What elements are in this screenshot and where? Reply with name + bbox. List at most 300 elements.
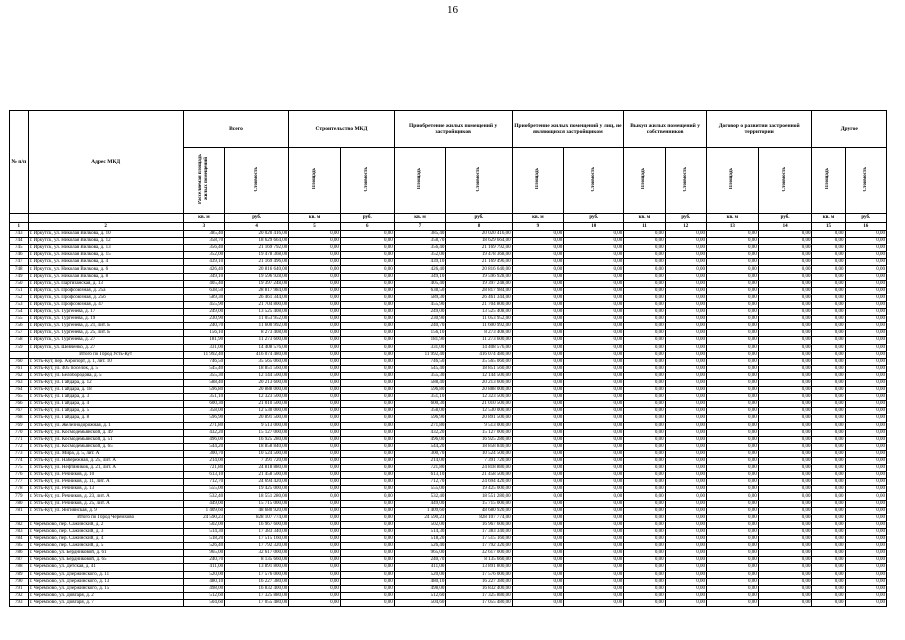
table-row bbox=[10, 309, 887, 316]
value-cell: 0,00 bbox=[758, 592, 812, 599]
header-group: Приобретение жилых помещений у застройщиков bbox=[394, 111, 512, 148]
address-cell: г. Усть-Кут, пер. Аэропорт, д. 1, лит. 10 bbox=[28, 358, 183, 365]
value-cell: 18 551 280,00 bbox=[225, 493, 289, 500]
table-row bbox=[10, 330, 887, 337]
row-number: 749 bbox=[10, 273, 29, 280]
subheader-label: Стоимость bbox=[475, 166, 481, 192]
row-number: 791 bbox=[10, 585, 29, 592]
value-cell: 0,00 bbox=[706, 493, 758, 500]
value-cell: 0,00 bbox=[340, 301, 394, 308]
value-cell: 0,00 bbox=[624, 351, 665, 358]
address-cell: г. Усть-Кут, ул. Космодемьянской, д. 65 bbox=[28, 443, 183, 450]
value-cell: 0,00 bbox=[512, 344, 564, 351]
value-cell: 589,30 bbox=[183, 294, 224, 301]
value-cell: 0,00 bbox=[512, 301, 564, 308]
address-cell: г. Черемхово, пер. Сажинский, д. 2 bbox=[28, 521, 183, 528]
row-number: 785 bbox=[10, 543, 29, 550]
value-cell: 0,00 bbox=[845, 280, 886, 287]
value-cell: 0,00 bbox=[289, 301, 341, 308]
address-cell: г. Усть-Кут, ул. Речников, д. 11, лит. А bbox=[28, 479, 183, 486]
value-cell: 0,00 bbox=[845, 358, 886, 365]
table-row bbox=[10, 344, 887, 351]
value-cell: 0,00 bbox=[512, 365, 564, 372]
header-address: Адрес МКД bbox=[28, 111, 183, 214]
value-cell: 0,00 bbox=[758, 436, 812, 443]
value-cell: 555,00 bbox=[183, 486, 224, 493]
subheader-label: Стоимость bbox=[364, 166, 370, 192]
address-cell: г. Иркутск, ул. Николая Вилкова, д. 12 bbox=[28, 238, 183, 245]
value-cell: 0,00 bbox=[665, 429, 706, 436]
subheader bbox=[758, 148, 812, 214]
value-cell: 416 074 480,00 bbox=[225, 351, 289, 358]
value-cell: 0,00 bbox=[812, 323, 845, 330]
value-cell: 0,00 bbox=[564, 287, 624, 294]
value-cell: 358,00 bbox=[183, 408, 224, 415]
value-cell: 0,00 bbox=[812, 231, 845, 238]
value-cell: 0,00 bbox=[812, 309, 845, 316]
value-cell: 0,00 bbox=[340, 436, 394, 443]
address-cell: г. Иркутск, ул. Тургенева, д. 17 bbox=[28, 309, 183, 316]
value-cell: 0,00 bbox=[289, 337, 341, 344]
value-cell: 0,00 bbox=[706, 351, 758, 358]
value-cell: 0,00 bbox=[289, 599, 341, 606]
value-cell: 0,00 bbox=[845, 415, 886, 422]
value-cell: 24 590,23 bbox=[394, 514, 446, 521]
value-cell: 0,00 bbox=[845, 450, 886, 457]
value-cell: 0,00 bbox=[564, 401, 624, 408]
value-cell: 0,00 bbox=[845, 351, 886, 358]
value-cell: 385,40 bbox=[183, 231, 224, 238]
value-cell: 8 135 660,00 bbox=[446, 557, 512, 564]
value-cell: 0,00 bbox=[512, 450, 564, 457]
value-cell: 0,00 bbox=[340, 486, 394, 493]
value-cell: 0,00 bbox=[564, 557, 624, 564]
value-cell: 0,00 bbox=[758, 450, 812, 457]
value-cell: 0,00 bbox=[564, 507, 624, 514]
value-cell: 0,00 bbox=[289, 273, 341, 280]
value-cell: 0,00 bbox=[665, 500, 706, 507]
address-cell: г. Иркутск, ул. Профсоюзная, д. 25б bbox=[28, 294, 183, 301]
value-cell: 0,00 bbox=[564, 351, 624, 358]
value-cell: 520,00 bbox=[394, 571, 446, 578]
row-number: 779 bbox=[10, 493, 29, 500]
value-cell: 0,00 bbox=[564, 564, 624, 571]
address-cell: г. Иркутск, ул. Тургенева, д. 19 bbox=[28, 316, 183, 323]
value-cell: 0,00 bbox=[706, 323, 758, 330]
row-number: 764 bbox=[10, 387, 29, 394]
value-cell: 638,50 bbox=[183, 287, 224, 294]
value-cell: 0,00 bbox=[845, 436, 886, 443]
value-cell: 965,00 bbox=[183, 550, 224, 557]
value-cell: 0,00 bbox=[758, 372, 812, 379]
address-cell: г. Усть-Кут, ул. Речников, д. 13 bbox=[28, 486, 183, 493]
value-cell: 0,00 bbox=[758, 521, 812, 528]
value-cell: 0,00 bbox=[624, 231, 665, 238]
value-cell: 0,00 bbox=[665, 309, 706, 316]
value-cell: 0,00 bbox=[812, 514, 845, 521]
value-cell: 0,00 bbox=[512, 337, 564, 344]
value-cell: 0,00 bbox=[812, 429, 845, 436]
value-cell: 0,00 bbox=[512, 578, 564, 585]
value-cell: 0,00 bbox=[564, 493, 624, 500]
value-cell: 0,00 bbox=[564, 465, 624, 472]
value-cell: 0,00 bbox=[624, 387, 665, 394]
value-cell: 156,10 bbox=[394, 330, 446, 337]
address-cell: г. Усть-Кут, ул. Речников, д. 23, лит. А bbox=[28, 493, 183, 500]
value-cell: 0,00 bbox=[706, 585, 758, 592]
value-cell: 0,00 bbox=[665, 266, 706, 273]
value-cell: 0,00 bbox=[289, 543, 341, 550]
value-cell: 0,00 bbox=[289, 514, 341, 521]
address-cell: г. Черемхово, ул. Бердниковой, д. 61 bbox=[28, 550, 183, 557]
value-cell: 0,00 bbox=[845, 500, 886, 507]
value-cell: 0,00 bbox=[564, 259, 624, 266]
value-cell: 0,00 bbox=[564, 443, 624, 450]
value-cell: 0,00 bbox=[845, 401, 886, 408]
unit-label: кв. м bbox=[512, 214, 564, 223]
value-cell: 0,00 bbox=[289, 422, 341, 429]
row-number: 792 bbox=[10, 592, 29, 599]
table-row bbox=[10, 259, 887, 266]
value-cell: 0,00 bbox=[289, 486, 341, 493]
value-cell: 0,00 bbox=[706, 280, 758, 287]
value-cell: 0,00 bbox=[512, 599, 564, 606]
value-cell: 0,00 bbox=[564, 592, 624, 599]
row-number: 754 bbox=[10, 309, 29, 316]
value-cell: 0,00 bbox=[758, 401, 812, 408]
value-cell: 19 425 000,00 bbox=[446, 486, 512, 493]
value-cell: 0,00 bbox=[340, 415, 394, 422]
unit-label: руб. bbox=[340, 214, 394, 223]
table-row bbox=[10, 500, 887, 507]
value-cell: 0,00 bbox=[289, 507, 341, 514]
value-cell: 0,00 bbox=[564, 571, 624, 578]
value-cell: 512,60 bbox=[394, 592, 446, 599]
value-cell: 0,00 bbox=[624, 337, 665, 344]
column-number: 2 bbox=[28, 223, 183, 231]
value-cell: 0,00 bbox=[665, 472, 706, 479]
value-cell: 439,10 bbox=[183, 259, 224, 266]
value-cell: 0,00 bbox=[289, 450, 341, 457]
subheader bbox=[225, 148, 289, 214]
value-cell: 502,00 bbox=[394, 521, 446, 528]
subheader-label: Стоимость bbox=[253, 166, 259, 192]
value-cell: 0,00 bbox=[665, 323, 706, 330]
value-cell: 0,00 bbox=[289, 287, 341, 294]
address-cell: г. Усть-Кут, ул. Гайдара, д. 12 bbox=[28, 379, 183, 386]
value-cell: 0,00 bbox=[758, 571, 812, 578]
value-cell: 156,10 bbox=[183, 330, 224, 337]
value-cell: 0,00 bbox=[624, 486, 665, 493]
value-cell: 0,00 bbox=[512, 564, 564, 571]
value-cell: 0,00 bbox=[564, 372, 624, 379]
value-cell: 0,00 bbox=[758, 245, 812, 252]
address-cell: г. Усть-Кут, ул. Космодемьянской, д. 51 bbox=[28, 436, 183, 443]
value-cell: 0,00 bbox=[706, 301, 758, 308]
value-cell: 0,00 bbox=[512, 280, 564, 287]
value-cell: 0,00 bbox=[564, 514, 624, 521]
value-cell: 0,00 bbox=[812, 266, 845, 273]
value-cell: 355,30 bbox=[394, 372, 446, 379]
table-row bbox=[10, 280, 887, 287]
value-cell: 555,00 bbox=[394, 486, 446, 493]
value-cell: 0,00 bbox=[845, 429, 886, 436]
value-cell: 480,10 bbox=[183, 578, 224, 585]
value-cell: 16 925 280,00 bbox=[225, 436, 289, 443]
value-cell: 0,00 bbox=[512, 266, 564, 273]
row-number: 746 bbox=[10, 252, 29, 259]
value-cell: 0,00 bbox=[812, 401, 845, 408]
value-cell: 0,00 bbox=[812, 443, 845, 450]
value-cell: 0,00 bbox=[758, 358, 812, 365]
row-number: 780 bbox=[10, 500, 29, 507]
value-cell: 0,00 bbox=[845, 507, 886, 514]
address-cell: г. Иркутск, ул. Шевченко, д. 27 bbox=[28, 344, 183, 351]
row-number: 787 bbox=[10, 557, 29, 564]
value-cell: 498,00 bbox=[394, 585, 446, 592]
value-cell: 24 818 880,00 bbox=[446, 465, 512, 472]
value-cell: 0,00 bbox=[706, 259, 758, 266]
address-cell: г. Усть-Кут, ул. Космодемьянской, д. 49 bbox=[28, 429, 183, 436]
row-number: 756 bbox=[10, 323, 29, 330]
value-cell: 0,00 bbox=[624, 571, 665, 578]
table-row bbox=[10, 564, 887, 571]
value-cell: 0,00 bbox=[812, 550, 845, 557]
value-cell: 0,00 bbox=[289, 266, 341, 273]
value-cell: 0,00 bbox=[758, 238, 812, 245]
column-number: 11 bbox=[624, 223, 665, 231]
row-number: 778 bbox=[10, 486, 29, 493]
value-cell: 712,70 bbox=[183, 479, 224, 486]
value-cell: 0,00 bbox=[812, 507, 845, 514]
value-cell: 300,70 bbox=[394, 450, 446, 457]
value-cell: 0,00 bbox=[812, 252, 845, 259]
value-cell: 0,00 bbox=[812, 273, 845, 280]
value-cell: 0,00 bbox=[758, 309, 812, 316]
header-group: Строительство МКД bbox=[289, 111, 394, 148]
value-cell: 0,00 bbox=[665, 387, 706, 394]
value-cell: 24 590,23 bbox=[183, 514, 224, 521]
value-cell: 0,00 bbox=[845, 394, 886, 401]
value-cell: 613,10 bbox=[394, 472, 446, 479]
value-cell: 0,00 bbox=[624, 372, 665, 379]
value-cell: 721,80 bbox=[183, 465, 224, 472]
value-cell: 0,00 bbox=[289, 443, 341, 450]
address-cell: г. Черемхово, ул. Бердниковой, д. 65 bbox=[28, 557, 183, 564]
value-cell: 0,00 bbox=[845, 245, 886, 252]
value-cell: 0,00 bbox=[665, 245, 706, 252]
table-row bbox=[10, 585, 887, 592]
address-cell: г. Иркутск, ул. Профсоюзная, д. 47 bbox=[28, 301, 183, 308]
value-cell: 0,00 bbox=[512, 585, 564, 592]
value-cell: 12 144 500,00 bbox=[225, 372, 289, 379]
value-cell: 588,40 bbox=[183, 379, 224, 386]
value-cell: 0,00 bbox=[512, 486, 564, 493]
value-cell: 0,00 bbox=[812, 592, 845, 599]
value-cell: 0,00 bbox=[758, 316, 812, 323]
value-cell: 0,00 bbox=[624, 578, 665, 585]
value-cell: 18 851 560,00 bbox=[225, 365, 289, 372]
address-cell: г. Усть-Кут, ул. Железнодорожная, д. 1 bbox=[28, 422, 183, 429]
row-number bbox=[10, 351, 29, 358]
unit-label: кв. м bbox=[183, 214, 224, 223]
value-cell: 0,00 bbox=[812, 500, 845, 507]
value-cell: 502,00 bbox=[183, 521, 224, 528]
address-cell: г. Черемхово, ул. Дзержинского, д. 13 bbox=[28, 578, 183, 585]
value-cell: 0,00 bbox=[845, 514, 886, 521]
value-cell: 0,00 bbox=[340, 323, 394, 330]
value-cell: 0,00 bbox=[706, 458, 758, 465]
value-cell: 545,40 bbox=[394, 365, 446, 372]
value-cell: 0,00 bbox=[624, 465, 665, 472]
value-cell: 352,00 bbox=[183, 252, 224, 259]
value-cell: 0,00 bbox=[758, 273, 812, 280]
table-row bbox=[10, 472, 887, 479]
value-cell: 0,00 bbox=[758, 528, 812, 535]
value-cell: 0,00 bbox=[845, 443, 886, 450]
value-cell: 0,00 bbox=[845, 273, 886, 280]
value-cell: 0,00 bbox=[624, 401, 665, 408]
address-cell: г. Иркутск, ул. Николая Вилкова, д. 6 bbox=[28, 266, 183, 273]
value-cell: 0,00 bbox=[624, 507, 665, 514]
value-cell: 0,00 bbox=[665, 422, 706, 429]
value-cell: 240,70 bbox=[183, 557, 224, 564]
value-cell: 355,30 bbox=[183, 372, 224, 379]
column-number: 15 bbox=[812, 223, 845, 231]
value-cell: 0,00 bbox=[340, 592, 394, 599]
value-cell: 0,00 bbox=[706, 344, 758, 351]
value-cell: 0,00 bbox=[624, 323, 665, 330]
value-cell: 0,00 bbox=[665, 514, 706, 521]
value-cell: 0,00 bbox=[812, 330, 845, 337]
value-cell: 0,00 bbox=[706, 592, 758, 599]
value-cell: 0,00 bbox=[289, 316, 341, 323]
value-cell: 20 213 600,00 bbox=[446, 379, 512, 386]
value-cell: 8 135 660,00 bbox=[225, 557, 289, 564]
row-number: 790 bbox=[10, 578, 29, 585]
value-cell: 405,40 bbox=[183, 280, 224, 287]
address-cell: г. Черемхово, ул. Довгаря, д. 2 bbox=[28, 592, 183, 599]
value-cell: 0,00 bbox=[706, 465, 758, 472]
value-cell: 0,00 bbox=[665, 564, 706, 571]
value-cell: 0,00 bbox=[845, 330, 886, 337]
value-cell: 0,00 bbox=[512, 238, 564, 245]
table-row bbox=[10, 266, 887, 273]
value-cell: 11 273 600,00 bbox=[446, 337, 512, 344]
value-cell: 0,00 bbox=[812, 344, 845, 351]
value-cell: 0,00 bbox=[758, 330, 812, 337]
value-cell: 19 425 000,00 bbox=[225, 486, 289, 493]
value-cell: 0,00 bbox=[845, 578, 886, 585]
value-cell: 0,00 bbox=[564, 238, 624, 245]
column-number: 16 bbox=[845, 223, 886, 231]
value-cell: 0,00 bbox=[665, 536, 706, 543]
value-cell: 20 816 640,00 bbox=[225, 266, 289, 273]
value-cell: 20 213 600,00 bbox=[225, 379, 289, 386]
subheader-label: Площадь bbox=[534, 168, 540, 190]
value-cell: 0,00 bbox=[758, 287, 812, 294]
value-cell: 0,00 bbox=[665, 443, 706, 450]
value-cell: 0,00 bbox=[758, 557, 812, 564]
value-cell: 0,00 bbox=[340, 387, 394, 394]
value-cell: 0,00 bbox=[340, 330, 394, 337]
value-cell: 449,00 bbox=[183, 500, 224, 507]
value-cell: 20 891 500,00 bbox=[446, 415, 512, 422]
value-cell: 0,00 bbox=[706, 422, 758, 429]
row-number: 784 bbox=[10, 536, 29, 543]
value-cell: 0,00 bbox=[812, 493, 845, 500]
value-cell: 0,00 bbox=[340, 309, 394, 316]
value-cell: 0,00 bbox=[564, 578, 624, 585]
table-row bbox=[10, 599, 887, 606]
address-cell: г. Усть-Кут, ул. Речников, д. 25, лит. А bbox=[28, 500, 183, 507]
value-cell: 1 409,60 bbox=[394, 507, 446, 514]
row-number: 768 bbox=[10, 415, 29, 422]
value-cell: 0,00 bbox=[758, 550, 812, 557]
value-cell: 18 551 280,00 bbox=[446, 493, 512, 500]
value-cell: 0,00 bbox=[845, 344, 886, 351]
value-cell: 588,40 bbox=[394, 379, 446, 386]
value-cell: 0,00 bbox=[512, 507, 564, 514]
address-cell: г. Усть-Кут, ул. Речников, д. 10 bbox=[28, 472, 183, 479]
row-number: 755 bbox=[10, 316, 29, 323]
unit-label: кв. м bbox=[812, 214, 845, 223]
value-cell: 0,00 bbox=[289, 528, 341, 535]
subheader bbox=[183, 148, 224, 214]
value-cell: 0,00 bbox=[706, 528, 758, 535]
value-cell: 0,00 bbox=[512, 500, 564, 507]
value-cell: 0,00 bbox=[706, 557, 758, 564]
value-cell: 0,00 bbox=[665, 351, 706, 358]
value-cell: 0,00 bbox=[758, 543, 812, 550]
value-cell: 0,00 bbox=[665, 238, 706, 245]
value-cell: 0,00 bbox=[706, 401, 758, 408]
value-cell: 0,00 bbox=[340, 372, 394, 379]
value-cell: 0,00 bbox=[812, 351, 845, 358]
value-cell: 0,00 bbox=[812, 301, 845, 308]
address-cell: г. Иркутск, ул. Николая Вилкова, д. 8 bbox=[28, 273, 183, 280]
value-cell: 0,00 bbox=[665, 301, 706, 308]
value-cell: 0,00 bbox=[758, 394, 812, 401]
value-cell: 0,00 bbox=[512, 231, 564, 238]
value-cell: 0,00 bbox=[340, 238, 394, 245]
value-cell: 21 010 500,00 bbox=[446, 401, 512, 408]
value-cell: 0,00 bbox=[665, 557, 706, 564]
address-cell: г. Черемхово, ул. Дзержинского, д. 11 bbox=[28, 571, 183, 578]
value-cell: 351,10 bbox=[183, 394, 224, 401]
value-cell: 432,20 bbox=[394, 429, 446, 436]
table-row bbox=[10, 458, 887, 465]
value-cell: 0,00 bbox=[758, 443, 812, 450]
column-number: 12 bbox=[665, 223, 706, 231]
value-cell: 0,00 bbox=[758, 465, 812, 472]
value-cell: 17 383 340,00 bbox=[225, 528, 289, 535]
value-cell: 0,00 bbox=[624, 266, 665, 273]
table-row bbox=[10, 486, 887, 493]
value-cell: 0,00 bbox=[845, 387, 886, 394]
value-cell: 0,00 bbox=[665, 415, 706, 422]
subheader bbox=[564, 148, 624, 214]
value-cell: 0,00 bbox=[758, 337, 812, 344]
value-cell: 19 596 928,00 bbox=[225, 273, 289, 280]
value-cell: 0,00 bbox=[845, 472, 886, 479]
row-number: 766 bbox=[10, 401, 29, 408]
value-cell: 0,00 bbox=[624, 521, 665, 528]
value-cell: 0,00 bbox=[624, 379, 665, 386]
value-cell: 0,00 bbox=[512, 415, 564, 422]
value-cell: 0,00 bbox=[340, 564, 394, 571]
table-row bbox=[10, 252, 887, 259]
